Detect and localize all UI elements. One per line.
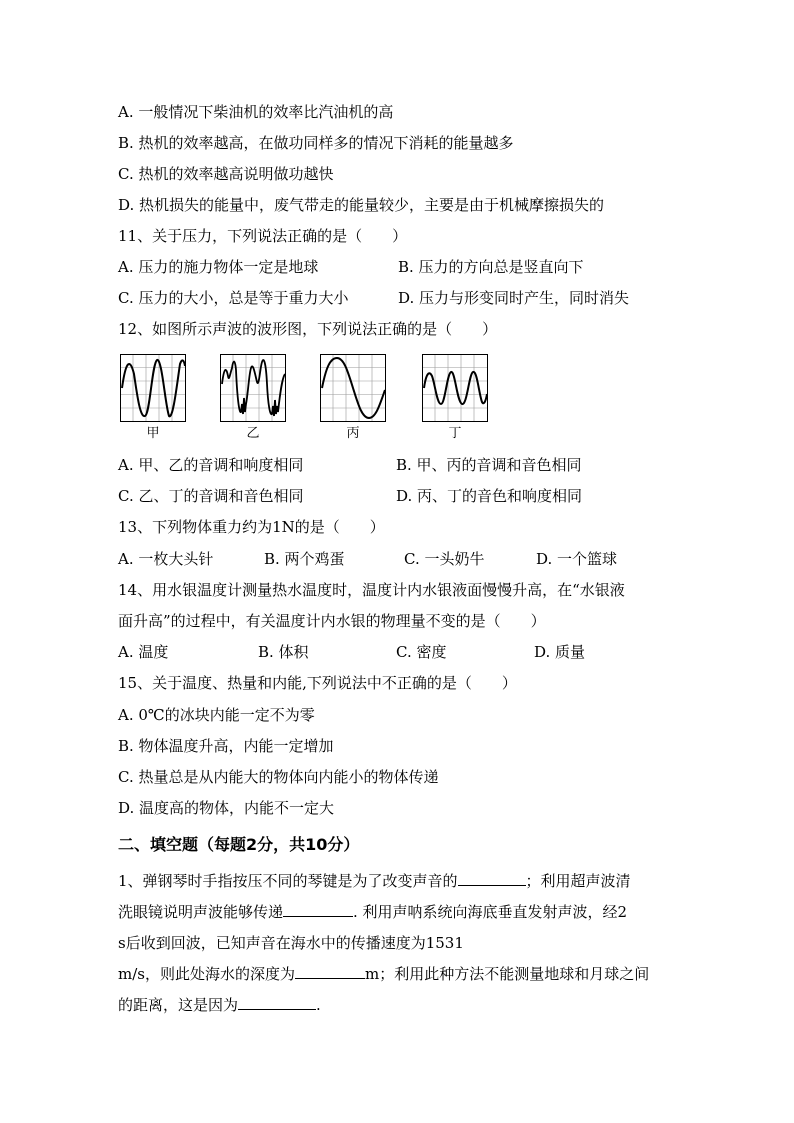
fill1-text: m；利用此种方法不能测量地球和月球之间 bbox=[364, 965, 650, 983]
waveform-label-bing: 丙 bbox=[346, 426, 360, 441]
q11-option-a: A. 压力的施力物体一定是地球 bbox=[118, 258, 319, 276]
answer-blank[interactable] bbox=[238, 995, 316, 1010]
fill1-line5 bbox=[118, 995, 321, 1015]
fill1-text: 洗眼镜说明声波能够传递 bbox=[118, 903, 284, 921]
waveform-yi bbox=[220, 354, 286, 422]
q15-option-a: A. 0℃的冰块内能一定不为零 bbox=[118, 706, 315, 724]
q10-option-c: C. 热机的效率越高说明做功越快 bbox=[118, 165, 334, 183]
q11-option-b: B. 压力的方向总是竖直向下 bbox=[398, 258, 584, 276]
waveform-ding bbox=[422, 354, 488, 422]
fill1-line2 bbox=[118, 902, 627, 922]
q11-option-c: C. 压力的大小，总是等于重力大小 bbox=[118, 289, 349, 307]
q13-option-d: D. 一个篮球 bbox=[536, 550, 618, 568]
q15-option-c: C. 热量总是从内能大的物体向内能小的物体传递 bbox=[118, 768, 439, 786]
q13-stem: 13、下列物体重力约为1N的是（ ） bbox=[118, 518, 385, 536]
answer-blank[interactable] bbox=[295, 964, 365, 979]
q14-stem-line1: 14、用水银温度计测量热水温度时，温度计内水银液面慢慢升高，在“水银液 bbox=[118, 581, 625, 599]
q10-option-a: A. 一般情况下柴油机的效率比汽油机的高 bbox=[118, 103, 394, 121]
q12-option-d: D. 丙、丁的音色和响度相同 bbox=[396, 487, 583, 505]
q14-stem-line2: 面升高”的过程中，有关温度计内水银的物理量不变的是（ ） bbox=[118, 612, 546, 630]
fill1-text: 的距离，这是因为 bbox=[118, 996, 239, 1014]
q12-option-b: B. 甲、丙的音调和音色相同 bbox=[396, 456, 582, 474]
q14-option-d: D. 质量 bbox=[534, 643, 586, 661]
fill1-line4 bbox=[118, 964, 649, 984]
q14-option-a: A. 温度 bbox=[118, 643, 169, 661]
fill1-text: s后收到回波，已知声音在海水中的传播速度为1531 bbox=[118, 934, 464, 952]
q10-option-b: B. 热机的效率越高，在做功同样多的情况下消耗的能量越多 bbox=[118, 134, 514, 152]
fill1-line3 bbox=[118, 933, 464, 953]
fill1-text: . 利用声呐系统向海底垂直发射声波，经2 bbox=[353, 903, 628, 921]
waveform-bing bbox=[320, 354, 386, 422]
q15-option-b: B. 物体温度升高，内能一定增加 bbox=[118, 737, 334, 755]
q14-option-c: C. 密度 bbox=[396, 643, 447, 661]
q13-option-a: A. 一枚大头针 bbox=[118, 550, 214, 568]
fill1-line1 bbox=[118, 871, 631, 891]
waveform-label-yi: 乙 bbox=[246, 426, 260, 441]
waveform-label-ding: 丁 bbox=[448, 426, 462, 441]
q10-option-d: D. 热机损失的能量中，废气带走的能量较少，主要是由于机械摩擦损失的 bbox=[118, 196, 605, 214]
q15-stem: 15、关于温度、热量和内能,下列说法中不正确的是（ ） bbox=[118, 674, 517, 692]
q12-option-a: A. 甲、乙的音调和响度相同 bbox=[118, 456, 304, 474]
fill1-text: 1、弹钢琴时手指按压不同的琴键是为了改变声音的 bbox=[118, 872, 458, 890]
q12-option-c: C. 乙、丁的音调和音色相同 bbox=[118, 487, 304, 505]
waveform-jia bbox=[120, 354, 186, 422]
answer-blank[interactable] bbox=[458, 871, 526, 886]
waveform-label-jia: 甲 bbox=[146, 426, 160, 441]
q14-option-b: B. 体积 bbox=[258, 643, 309, 661]
fill1-text: m/s，则此处海水的深度为 bbox=[118, 965, 295, 983]
section-heading: 二、填空题（每题2分，共10分） bbox=[118, 835, 360, 854]
q12-stem: 12、如图所示声波的波形图，下列说法正确的是（ ） bbox=[118, 320, 498, 338]
answer-blank[interactable] bbox=[283, 902, 353, 917]
q13-option-c: C. 一头奶牛 bbox=[404, 550, 485, 568]
q13-option-b: B. 两个鸡蛋 bbox=[264, 550, 345, 568]
q11-stem: 11、关于压力，下列说法正确的是（ ） bbox=[118, 227, 408, 245]
q15-option-d: D. 温度高的物体，内能不一定大 bbox=[118, 799, 335, 817]
q11-option-d: D. 压力与形变同时产生，同时消失 bbox=[398, 289, 630, 307]
fill1-text: . bbox=[316, 996, 321, 1014]
fill1-text: ；利用超声波清 bbox=[525, 872, 631, 890]
